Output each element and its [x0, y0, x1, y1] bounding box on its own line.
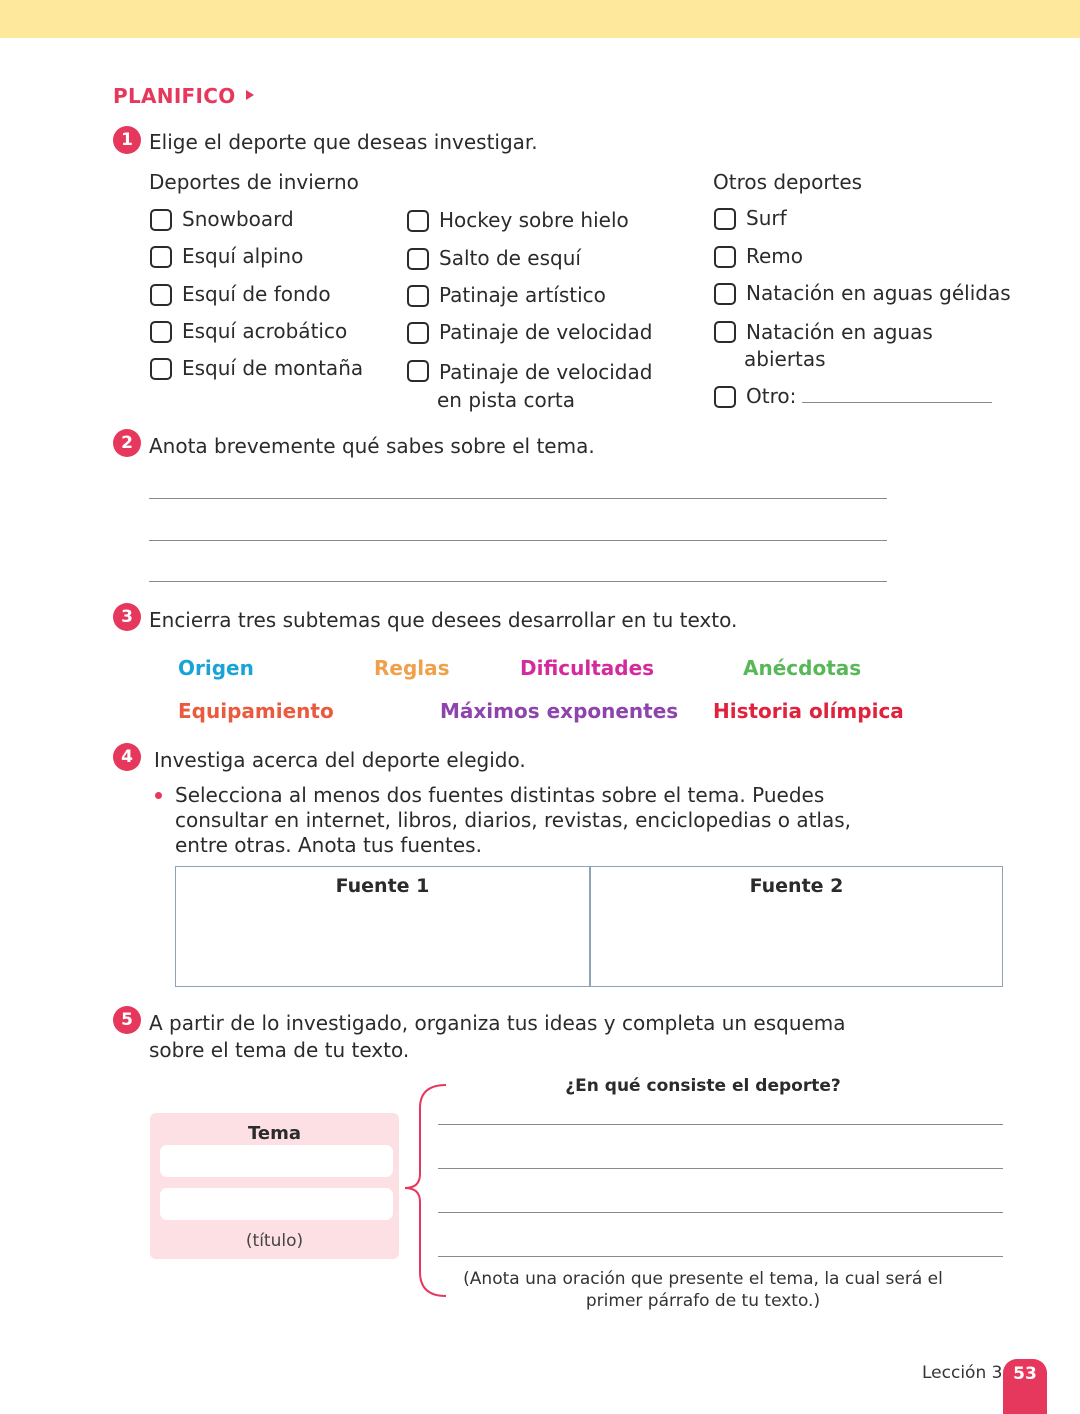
option-label: Remo	[746, 244, 804, 268]
step-4-text: Investiga acerca del deporte elegido.	[154, 748, 526, 772]
write-line[interactable]	[149, 540, 887, 541]
option-label: Patinaje de velocidad	[439, 320, 653, 344]
checkbox-esqui-alpino[interactable]	[150, 246, 172, 268]
step-2-text: Anota brevemente qué sabes sobre el tema.	[149, 434, 595, 458]
checkbox-remo[interactable]	[714, 246, 736, 268]
option-label: Esquí acrobático	[182, 319, 348, 343]
step-number-5: 5	[113, 1006, 141, 1034]
step-1-text: Elige el deporte que deseas investigar.	[149, 130, 538, 154]
play-triangle-icon	[246, 90, 254, 100]
step-number-1: 1	[113, 126, 141, 154]
option-label: Surf	[746, 206, 787, 230]
top-color-band	[0, 0, 1080, 38]
subtopic-reglas[interactable]: Reglas	[374, 656, 450, 680]
checkbox-esqui-de-montana[interactable]	[150, 358, 172, 380]
option-label: Patinaje artístico	[439, 283, 606, 307]
subtopic-dificultades[interactable]: Dificultades	[520, 656, 655, 680]
lesson-label: Lección 3	[922, 1363, 1003, 1383]
option-label: Natación en aguas abiertas	[744, 320, 933, 371]
sources-instructions: Selecciona al menos dos fuentes distintas sobre el tema. Puedes consultar en internet, libros, diarios, revistas, enciclopedias o atlas, entre otras. Anota tus fuentes.	[175, 783, 852, 857]
option-label: Patinaje de velocidad en pista corta	[437, 360, 653, 412]
checkbox-patinaje-pista-corta[interactable]	[407, 360, 429, 382]
checkbox-snowboard[interactable]	[150, 209, 172, 231]
checkbox-esqui-acrobatico[interactable]	[150, 321, 172, 343]
checkbox-surf[interactable]	[714, 208, 736, 230]
tema-box	[150, 1113, 399, 1259]
step-number-3: 3	[113, 603, 141, 631]
subtopic-equipamiento[interactable]: Equipamiento	[178, 699, 334, 723]
tema-subtitle: (título)	[245, 1231, 304, 1251]
write-line[interactable]	[438, 1124, 1003, 1125]
tema-input-1[interactable]	[160, 1145, 393, 1177]
option-label: Salto de esquí	[439, 246, 581, 270]
scheme-note: (Anota una oración que presente el tema, la cual será el primer párrafo de tu texto.)	[463, 1269, 943, 1311]
subtopic-origen[interactable]: Origen	[178, 656, 254, 680]
bullet-icon	[155, 792, 162, 799]
checkbox-hockey-sobre-hielo[interactable]	[407, 210, 429, 232]
step-5-text: A partir de lo investigado, organiza tus ideas y completa un esquema sobre el tema de tu texto.	[149, 1011, 846, 1062]
checkbox-natacion-aguas-gelidas[interactable]	[714, 283, 736, 305]
step-number-2: 2	[113, 429, 141, 457]
option-label: Esquí de montaña	[182, 356, 364, 380]
tema-input-2[interactable]	[160, 1188, 393, 1220]
subtopic-historia-olimpica[interactable]: Historia olímpica	[713, 699, 904, 723]
other-sports-heading: Otros deportes	[713, 170, 863, 194]
option-label: Esquí alpino	[182, 244, 304, 268]
option-label: Natación en aguas gélidas	[746, 281, 1011, 305]
otro-write-line[interactable]	[802, 402, 992, 403]
checkbox-patinaje-de-velocidad[interactable]	[407, 322, 429, 344]
section-title: PLANIFICO	[113, 84, 254, 108]
step-3-text: Encierra tres subtemas que desees desarrollar en tu texto.	[149, 608, 738, 632]
option-label: Snowboard	[182, 207, 294, 231]
checkbox-patinaje-artistico[interactable]	[407, 285, 429, 307]
source-1-header: Fuente 1	[335, 875, 430, 897]
checkbox-salto-de-esqui[interactable]	[407, 248, 429, 270]
subtopic-maximos-exponentes[interactable]: Máximos exponentes	[440, 699, 679, 723]
scheme-question: ¿En qué consiste el deporte?	[565, 1076, 841, 1096]
checkbox-natacion-aguas-abiertas[interactable]	[714, 321, 736, 343]
option-label: Hockey sobre hielo	[439, 208, 629, 232]
option-label: Otro:	[746, 384, 797, 408]
subtopic-anecdotas[interactable]: Anécdotas	[743, 656, 862, 680]
source-2-header: Fuente 2	[749, 875, 844, 897]
option-label: Esquí de fondo	[182, 282, 331, 306]
write-line[interactable]	[438, 1168, 1003, 1169]
checkbox-otro[interactable]	[714, 386, 736, 408]
write-line[interactable]	[438, 1212, 1003, 1213]
write-line[interactable]	[149, 581, 887, 582]
tema-title: Tema	[248, 1123, 301, 1144]
step-number-4: 4	[113, 743, 141, 771]
checkbox-esqui-de-fondo[interactable]	[150, 284, 172, 306]
winter-sports-heading: Deportes de invierno	[149, 170, 359, 194]
page-number: 53	[1003, 1359, 1047, 1414]
sources-table	[175, 866, 1003, 987]
write-line[interactable]	[438, 1256, 1003, 1257]
write-line[interactable]	[149, 498, 887, 499]
